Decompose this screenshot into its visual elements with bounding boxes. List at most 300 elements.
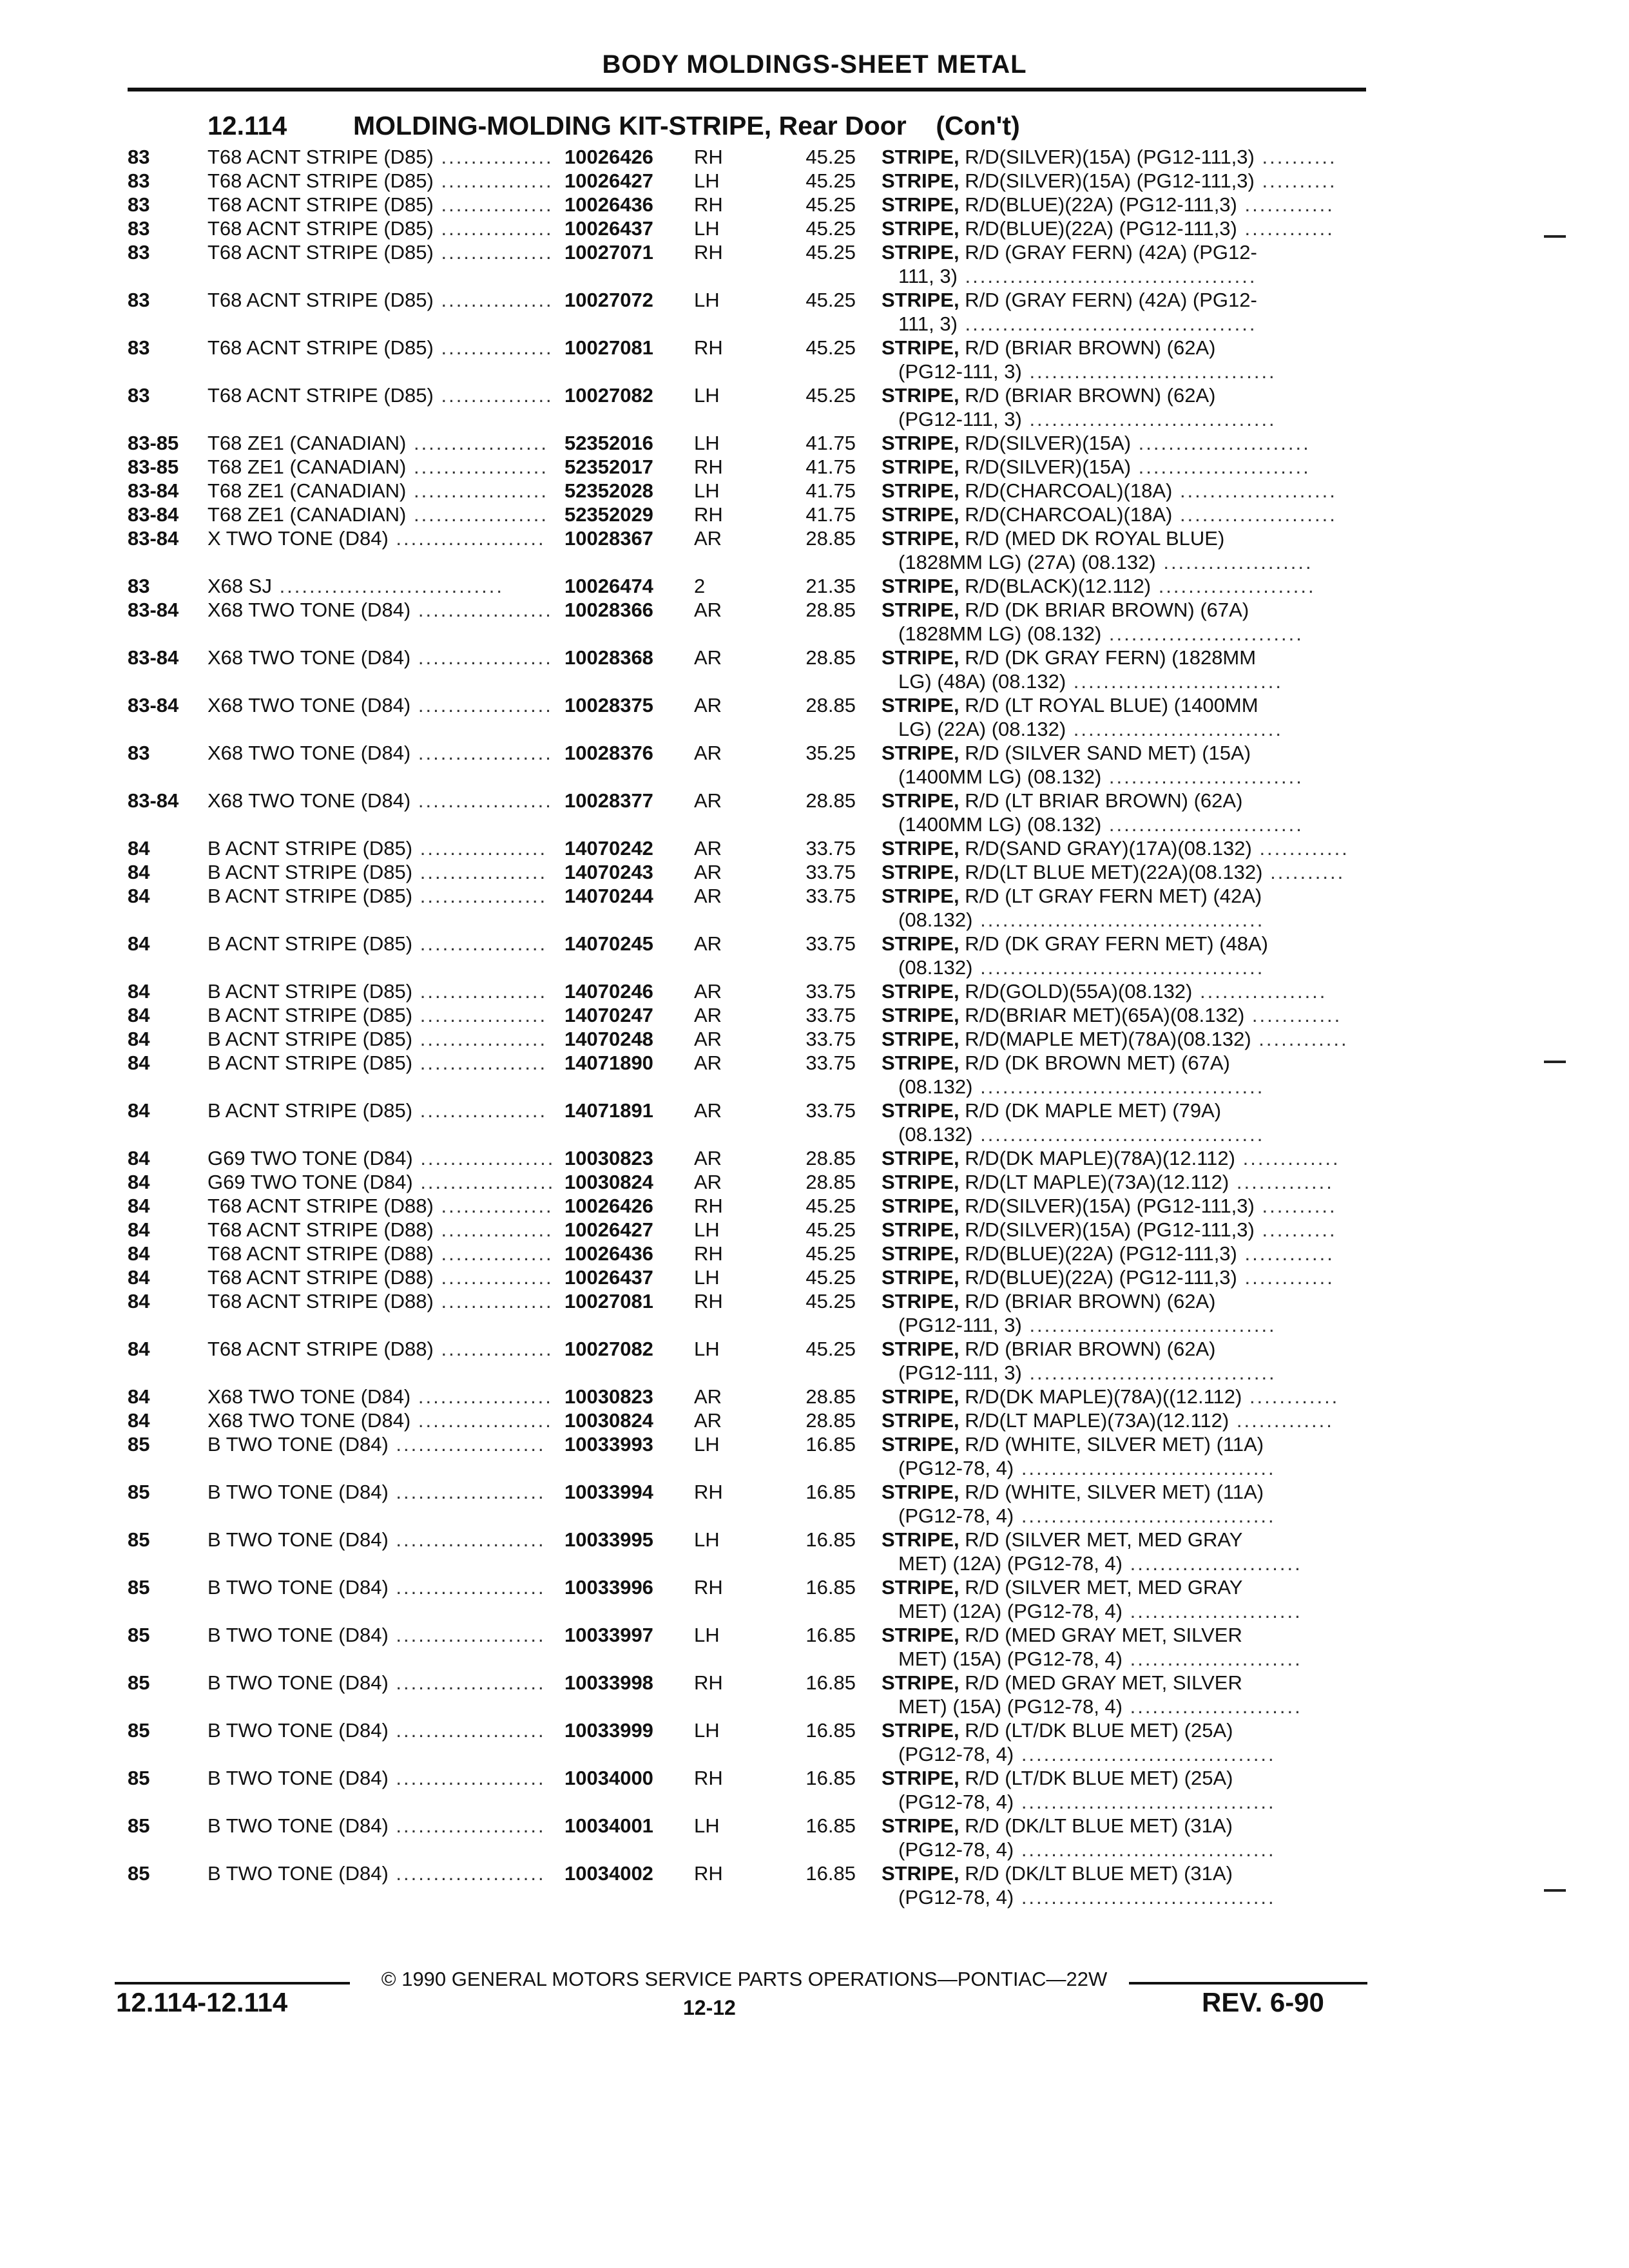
page-header: BODY MOLDINGS-SHEET METAL xyxy=(602,50,1027,79)
row-part-number: 14071891 xyxy=(564,1099,653,1122)
row-quantity: AR xyxy=(694,1004,722,1026)
row-part-number: 14070247 xyxy=(564,1004,653,1026)
row-model xyxy=(207,193,555,216)
leader-dots: ............. xyxy=(1229,1171,1334,1193)
table-row xyxy=(0,1170,1629,1194)
row-description-continued xyxy=(882,550,1353,574)
row-part-number: 10027081 xyxy=(564,1290,653,1312)
row-part-number: 14070244 xyxy=(564,885,653,907)
row-price: 33.75 xyxy=(805,1099,856,1122)
leader-dots: ...................................... xyxy=(972,908,1265,931)
row-description xyxy=(882,1480,1353,1528)
row-part-number: 10026437 xyxy=(564,217,653,240)
row-description-continued xyxy=(882,1456,1353,1480)
row-price: 16.85 xyxy=(805,1814,856,1837)
row-model xyxy=(207,1385,555,1408)
row-description-continued xyxy=(882,1552,1353,1575)
leader-dots: ................. xyxy=(412,1052,548,1074)
row-model-text: T68 ACNT STRIPE (D88) xyxy=(207,1290,434,1312)
row-model xyxy=(207,1337,555,1361)
row-description xyxy=(882,1623,1353,1671)
table-row xyxy=(0,598,1629,646)
row-model-text: B TWO TONE (D84) xyxy=(207,1814,389,1837)
leader-dots: ................. xyxy=(412,885,548,907)
section-name: MOLDING-MOLDING KIT-STRIPE, Rear Door xyxy=(353,111,907,140)
row-description-text: R/D(BLACK)(12.112) xyxy=(965,575,1152,597)
row-quantity: AR xyxy=(694,1147,722,1169)
leader-dots: .................... xyxy=(388,1576,546,1599)
row-description-line2: (PG12-78, 4) xyxy=(898,1457,1014,1479)
leader-dots: ...................................... xyxy=(972,1123,1265,1146)
row-quantity: LH xyxy=(694,1624,720,1646)
row-year: 84 xyxy=(128,980,150,1003)
row-description-keyword: STRIPE, xyxy=(882,1862,959,1885)
row-year: 83 xyxy=(128,193,150,216)
row-description-keyword: STRIPE, xyxy=(882,1719,959,1742)
row-description-continued xyxy=(882,1599,1353,1623)
leader-dots: .................... xyxy=(388,1433,546,1456)
row-description-keyword: STRIPE, xyxy=(882,1624,959,1646)
row-part-number: 10033993 xyxy=(564,1433,653,1456)
row-quantity: RH xyxy=(694,146,723,168)
row-description-text: R/D (GRAY FERN) (42A) (PG12- xyxy=(965,241,1257,264)
row-part-number: 10027071 xyxy=(564,241,653,264)
leader-dots: ................. xyxy=(412,1099,548,1122)
row-description xyxy=(882,1218,1353,1242)
row-price: 33.75 xyxy=(805,980,856,1003)
leader-dots: .............................. xyxy=(271,575,504,597)
leader-dots: ............... xyxy=(433,1266,554,1289)
row-part-number: 10028367 xyxy=(564,527,653,550)
leader-dots: .................. xyxy=(410,1409,553,1432)
leader-dots: .................. xyxy=(412,1171,555,1193)
row-model-text: T68 ACNT STRIPE (D85) xyxy=(207,336,434,359)
row-part-number: 10027081 xyxy=(564,336,653,359)
row-description-text: R/D(SILVER)(15A) (PG12-111,3) xyxy=(965,1218,1255,1241)
row-model-text: X68 TWO TONE (D84) xyxy=(207,1409,411,1432)
row-description xyxy=(882,288,1353,336)
leader-dots: .......... xyxy=(1254,146,1337,168)
row-model-text: X68 SJ xyxy=(207,575,272,597)
row-description-keyword: STRIPE, xyxy=(882,479,959,502)
row-description-continued xyxy=(882,717,1353,741)
row-description-text: R/D (LT ROYAL BLUE) (1400MM xyxy=(965,694,1258,716)
row-model-text: T68 ACNT STRIPE (D88) xyxy=(207,1242,434,1265)
table-row xyxy=(0,1575,1629,1623)
row-description-text: R/D (DK GRAY FERN MET) (48A) xyxy=(965,932,1269,955)
row-quantity: RH xyxy=(694,1290,723,1312)
row-part-number: 10033999 xyxy=(564,1719,653,1742)
row-description-keyword: STRIPE, xyxy=(882,1242,959,1265)
leader-dots: .................................. xyxy=(1014,1838,1276,1861)
table-row xyxy=(0,1623,1629,1671)
row-description-keyword: STRIPE, xyxy=(882,1218,959,1241)
row-year: 83 xyxy=(128,217,150,240)
row-model-text: T68 ACNT STRIPE (D88) xyxy=(207,1218,434,1241)
margin-mark xyxy=(1544,1889,1566,1892)
leader-dots: .................. xyxy=(406,432,548,454)
row-description xyxy=(882,741,1353,789)
row-quantity: RH xyxy=(694,1862,723,1885)
leader-dots: ..................... xyxy=(1172,479,1337,502)
row-description-keyword: STRIPE, xyxy=(882,575,959,597)
row-description-continued xyxy=(882,765,1353,789)
row-part-number: 14070242 xyxy=(564,837,653,860)
leader-dots: ............................ xyxy=(1066,670,1283,693)
row-description-continued xyxy=(882,812,1353,836)
table-row xyxy=(0,574,1629,598)
row-description xyxy=(882,693,1353,741)
row-price: 45.25 xyxy=(805,193,856,216)
leader-dots: ............... xyxy=(433,336,554,359)
row-model-text: X68 TWO TONE (D84) xyxy=(207,599,411,621)
row-model xyxy=(207,1861,555,1885)
row-price: 16.85 xyxy=(805,1671,856,1694)
row-price: 28.85 xyxy=(805,527,856,550)
row-model-text: T68 ZE1 (CANADIAN) xyxy=(207,432,407,454)
row-description-keyword: STRIPE, xyxy=(882,694,959,716)
leader-dots: ................. xyxy=(412,980,548,1003)
row-model-text: X TWO TONE (D84) xyxy=(207,527,389,550)
row-quantity: RH xyxy=(694,1767,723,1789)
row-description xyxy=(882,836,1353,860)
row-model xyxy=(207,479,555,503)
row-part-number: 14071890 xyxy=(564,1052,653,1074)
row-model xyxy=(207,1432,555,1456)
row-description-line2: (PG12-78, 4) xyxy=(898,1838,1014,1861)
row-description-text: R/D (SILVER MET, MED GRAY xyxy=(965,1576,1243,1599)
row-model xyxy=(207,646,555,669)
row-description-keyword: STRIPE, xyxy=(882,384,959,407)
row-part-number: 14070246 xyxy=(564,980,653,1003)
row-description xyxy=(882,860,1353,884)
leader-dots: .................... xyxy=(388,527,546,550)
table-row xyxy=(0,1027,1629,1051)
row-part-number: 52352017 xyxy=(564,456,653,478)
row-price: 45.25 xyxy=(805,169,856,192)
leader-dots: .......... xyxy=(1254,1218,1337,1241)
row-model xyxy=(207,789,555,812)
row-year: 83-85 xyxy=(128,432,179,454)
row-description-text: R/D(SILVER)(15A) (PG12-111,3) xyxy=(965,146,1255,168)
row-description-keyword: STRIPE, xyxy=(882,789,959,812)
leader-dots: .................. xyxy=(406,503,548,526)
row-quantity: AR xyxy=(694,1099,722,1122)
row-description xyxy=(882,1194,1353,1218)
row-description xyxy=(882,1003,1353,1027)
row-year: 83-84 xyxy=(128,789,179,812)
leader-dots: ............ xyxy=(1251,837,1349,860)
row-part-number: 10034001 xyxy=(564,1814,653,1837)
row-description-keyword: STRIPE, xyxy=(882,861,959,883)
row-price: 33.75 xyxy=(805,1004,856,1026)
row-description-continued xyxy=(882,1122,1353,1146)
row-description-text: R/D(SAND GRAY)(17A)(08.132) xyxy=(965,837,1252,860)
leader-dots: .................................. xyxy=(1014,1457,1276,1479)
table-row xyxy=(0,1861,1629,1909)
row-part-number: 10030824 xyxy=(564,1171,653,1193)
leader-dots: ............... xyxy=(433,169,554,192)
row-model xyxy=(207,240,555,264)
margin-mark xyxy=(1544,235,1566,238)
table-row xyxy=(0,193,1629,216)
leader-dots: ....................... xyxy=(1122,1695,1302,1718)
row-model xyxy=(207,1528,555,1552)
leader-dots: ............... xyxy=(433,1290,554,1312)
row-price: 16.85 xyxy=(805,1767,856,1789)
row-part-number: 10028366 xyxy=(564,599,653,621)
row-price: 33.75 xyxy=(805,861,856,883)
row-quantity: RH xyxy=(694,1576,723,1599)
row-model-text: T68 ACNT STRIPE (D85) xyxy=(207,146,434,168)
row-model xyxy=(207,979,555,1003)
row-model xyxy=(207,336,555,360)
row-description-line2: MET) (15A) (PG12-78, 4) xyxy=(898,1695,1123,1718)
row-price: 28.85 xyxy=(805,646,856,669)
row-description-text: R/D(SILVER)(15A) xyxy=(965,432,1132,454)
footer-range: 12.114-12.114 xyxy=(116,1987,288,2017)
table-row xyxy=(0,1408,1629,1432)
row-description-line2: (1400MM LG) (08.132) xyxy=(898,765,1102,788)
row-description-keyword: STRIPE, xyxy=(882,1052,959,1074)
row-description-keyword: STRIPE, xyxy=(882,885,959,907)
row-description-continued xyxy=(882,407,1353,431)
row-quantity: RH xyxy=(694,336,723,359)
row-description-continued xyxy=(882,1742,1353,1766)
row-description-text: R/D (DK BRIAR BROWN) (67A) xyxy=(965,599,1249,621)
row-description-continued xyxy=(882,956,1353,979)
leader-dots: ..................... xyxy=(1151,575,1316,597)
leader-dots: ................. xyxy=(412,1028,548,1050)
leader-dots: ............... xyxy=(433,241,554,264)
row-description-text: R/D(BLUE)(22A) (PG12-111,3) xyxy=(965,1242,1237,1265)
table-row xyxy=(0,431,1629,455)
row-quantity: AR xyxy=(694,1028,722,1050)
row-model xyxy=(207,503,555,526)
row-price: 33.75 xyxy=(805,1028,856,1050)
row-year: 83-85 xyxy=(128,456,179,478)
row-quantity: AR xyxy=(694,1385,722,1408)
row-description xyxy=(882,503,1353,526)
row-model xyxy=(207,884,555,908)
table-row xyxy=(0,169,1629,193)
row-part-number: 10026437 xyxy=(564,1266,653,1289)
row-part-number: 10027072 xyxy=(564,289,653,311)
leader-dots: .................... xyxy=(388,1624,546,1646)
row-quantity: RH xyxy=(694,456,723,478)
row-description-text: R/D (MED DK ROYAL BLUE) xyxy=(965,527,1225,550)
leader-dots: ............... xyxy=(433,1218,554,1241)
row-description-keyword: STRIPE, xyxy=(882,169,959,192)
row-description xyxy=(882,431,1353,455)
row-price: 35.25 xyxy=(805,742,856,764)
row-year: 83-84 xyxy=(128,694,179,716)
footer-page-number: 12-12 xyxy=(683,1996,736,2019)
row-price: 41.75 xyxy=(805,456,856,478)
row-model xyxy=(207,598,555,622)
leader-dots: .................... xyxy=(388,1481,546,1503)
row-part-number: 52352029 xyxy=(564,503,653,526)
row-quantity: AR xyxy=(694,932,722,955)
margin-mark xyxy=(1544,1061,1566,1063)
row-description-line2: (PG12-78, 4) xyxy=(898,1791,1014,1813)
table-row xyxy=(0,789,1629,836)
row-model xyxy=(207,526,555,550)
row-model-text: T68 ACNT STRIPE (D85) xyxy=(207,169,434,192)
row-model-text: B TWO TONE (D84) xyxy=(207,1767,389,1789)
table-row xyxy=(0,216,1629,240)
row-price: 16.85 xyxy=(805,1719,856,1742)
row-price: 33.75 xyxy=(805,932,856,955)
row-year: 85 xyxy=(128,1576,150,1599)
row-year: 83 xyxy=(128,742,150,764)
row-model xyxy=(207,1265,555,1289)
row-description-keyword: STRIPE, xyxy=(882,432,959,454)
row-year: 85 xyxy=(128,1481,150,1503)
row-model-text: B ACNT STRIPE (D85) xyxy=(207,1052,413,1074)
row-price: 28.85 xyxy=(805,1147,856,1169)
row-year: 84 xyxy=(128,861,150,883)
table-row xyxy=(0,1194,1629,1218)
row-description-keyword: STRIPE, xyxy=(882,837,959,860)
row-description xyxy=(882,1265,1353,1289)
leader-dots: .......... xyxy=(1254,1195,1337,1217)
table-row xyxy=(0,288,1629,336)
row-part-number: 10028377 xyxy=(564,789,653,812)
row-model-text: X68 TWO TONE (D84) xyxy=(207,694,411,716)
leader-dots: .................. xyxy=(410,789,553,812)
row-description-keyword: STRIPE, xyxy=(882,1338,959,1360)
row-description-text: R/D (BRIAR BROWN) (62A) xyxy=(965,384,1216,407)
leader-dots: .................. xyxy=(410,646,553,669)
row-description xyxy=(882,169,1353,193)
parts-list xyxy=(0,145,1629,1909)
row-model xyxy=(207,1766,555,1790)
table-row xyxy=(0,932,1629,979)
row-model xyxy=(207,1146,555,1170)
row-model-text: T68 ACNT STRIPE (D85) xyxy=(207,241,434,264)
row-description xyxy=(882,1432,1353,1480)
row-year: 85 xyxy=(128,1433,150,1456)
row-price: 28.85 xyxy=(805,1171,856,1193)
row-description-text: R/D(BLUE)(22A) (PG12-111,3) xyxy=(965,193,1237,216)
row-description-continued xyxy=(882,1647,1353,1671)
row-description xyxy=(882,598,1353,646)
row-quantity: RH xyxy=(694,1671,723,1694)
row-part-number: 10033994 xyxy=(564,1481,653,1503)
leader-dots: ................................. xyxy=(1021,1314,1277,1336)
leader-dots: ................. xyxy=(412,837,548,860)
row-description-keyword: STRIPE, xyxy=(882,1671,959,1694)
row-model xyxy=(207,431,555,455)
row-price: 45.25 xyxy=(805,217,856,240)
row-description xyxy=(882,1170,1353,1194)
row-description-continued xyxy=(882,1075,1353,1099)
row-year: 84 xyxy=(128,1218,150,1241)
row-description-line2: (PG12-78, 4) xyxy=(898,1886,1014,1908)
row-part-number: 52352028 xyxy=(564,479,653,502)
row-model-text: T68 ACNT STRIPE (D85) xyxy=(207,217,434,240)
row-quantity: LH xyxy=(694,1266,720,1289)
row-year: 84 xyxy=(128,1385,150,1408)
table-row xyxy=(0,455,1629,479)
table-row xyxy=(0,479,1629,503)
row-price: 21.35 xyxy=(805,575,856,597)
row-price: 45.25 xyxy=(805,1195,856,1217)
leader-dots: .......................... xyxy=(1101,622,1304,645)
row-price: 16.85 xyxy=(805,1862,856,1885)
row-description-text: R/D(BRIAR MET)(65A)(08.132) xyxy=(965,1004,1245,1026)
row-description-text: R/D (SILVER MET, MED GRAY xyxy=(965,1528,1243,1551)
row-description-text: R/D (WHITE, SILVER MET) (11A) xyxy=(965,1433,1264,1456)
row-quantity: LH xyxy=(694,1433,720,1456)
row-description xyxy=(882,884,1353,932)
row-part-number: 10030823 xyxy=(564,1147,653,1169)
row-part-number: 10026426 xyxy=(564,1195,653,1217)
row-model xyxy=(207,169,555,193)
row-model xyxy=(207,574,555,598)
row-description-text: R/D (BRIAR BROWN) (62A) xyxy=(965,1290,1216,1312)
row-model xyxy=(207,1575,555,1599)
table-row xyxy=(0,1146,1629,1170)
row-model-text: X68 TWO TONE (D84) xyxy=(207,1385,411,1408)
leader-dots: .......... xyxy=(1262,861,1345,883)
row-part-number: 14070248 xyxy=(564,1028,653,1050)
table-row xyxy=(0,884,1629,932)
leader-dots: .......................... xyxy=(1101,813,1304,836)
row-model xyxy=(207,1194,555,1218)
row-description xyxy=(882,789,1353,836)
table-row xyxy=(0,145,1629,169)
row-description-text: R/D(DK MAPLE)(78A)((12.112) xyxy=(965,1385,1242,1408)
row-quantity: LH xyxy=(694,217,720,240)
row-description-line2: (08.132) xyxy=(898,1123,973,1146)
row-description xyxy=(882,932,1353,979)
row-description xyxy=(882,1051,1353,1099)
leader-dots: .................................. xyxy=(1014,1791,1276,1813)
row-price: 41.75 xyxy=(805,503,856,526)
row-quantity: RH xyxy=(694,193,723,216)
table-row xyxy=(0,1337,1629,1385)
row-description-line2: 111, 3) xyxy=(898,265,958,287)
row-description-line2: (08.132) xyxy=(898,956,973,979)
leader-dots: ............ xyxy=(1237,1266,1335,1289)
row-year: 84 xyxy=(128,1290,150,1312)
row-description-text: R/D (LT BRIAR BROWN) (62A) xyxy=(965,789,1243,812)
leader-dots: .................... xyxy=(388,1767,546,1789)
leader-dots: .................. xyxy=(410,694,553,716)
row-year: 83 xyxy=(128,289,150,311)
row-description-text: R/D(SILVER)(15A) (PG12-111,3) xyxy=(965,169,1255,192)
table-row xyxy=(0,336,1629,383)
row-year: 83-84 xyxy=(128,527,179,550)
leader-dots: ............. xyxy=(1235,1147,1340,1169)
table-row xyxy=(0,1528,1629,1575)
row-description-line2: (1400MM LG) (08.132) xyxy=(898,813,1102,836)
row-description-text: R/D(LT MAPLE)(73A)(12.112) xyxy=(965,1409,1229,1432)
row-part-number: 14070245 xyxy=(564,932,653,955)
row-model-text: B ACNT STRIPE (D85) xyxy=(207,885,413,907)
row-model-text: B ACNT STRIPE (D85) xyxy=(207,1028,413,1050)
row-description-keyword: STRIPE, xyxy=(882,599,959,621)
leader-dots: .......................... xyxy=(1101,765,1304,788)
row-part-number: 10028375 xyxy=(564,694,653,716)
row-description xyxy=(882,1146,1353,1170)
row-quantity: LH xyxy=(694,289,720,311)
table-row xyxy=(0,1432,1629,1480)
row-model-text: B TWO TONE (D84) xyxy=(207,1433,389,1456)
row-description-continued xyxy=(882,1313,1353,1337)
